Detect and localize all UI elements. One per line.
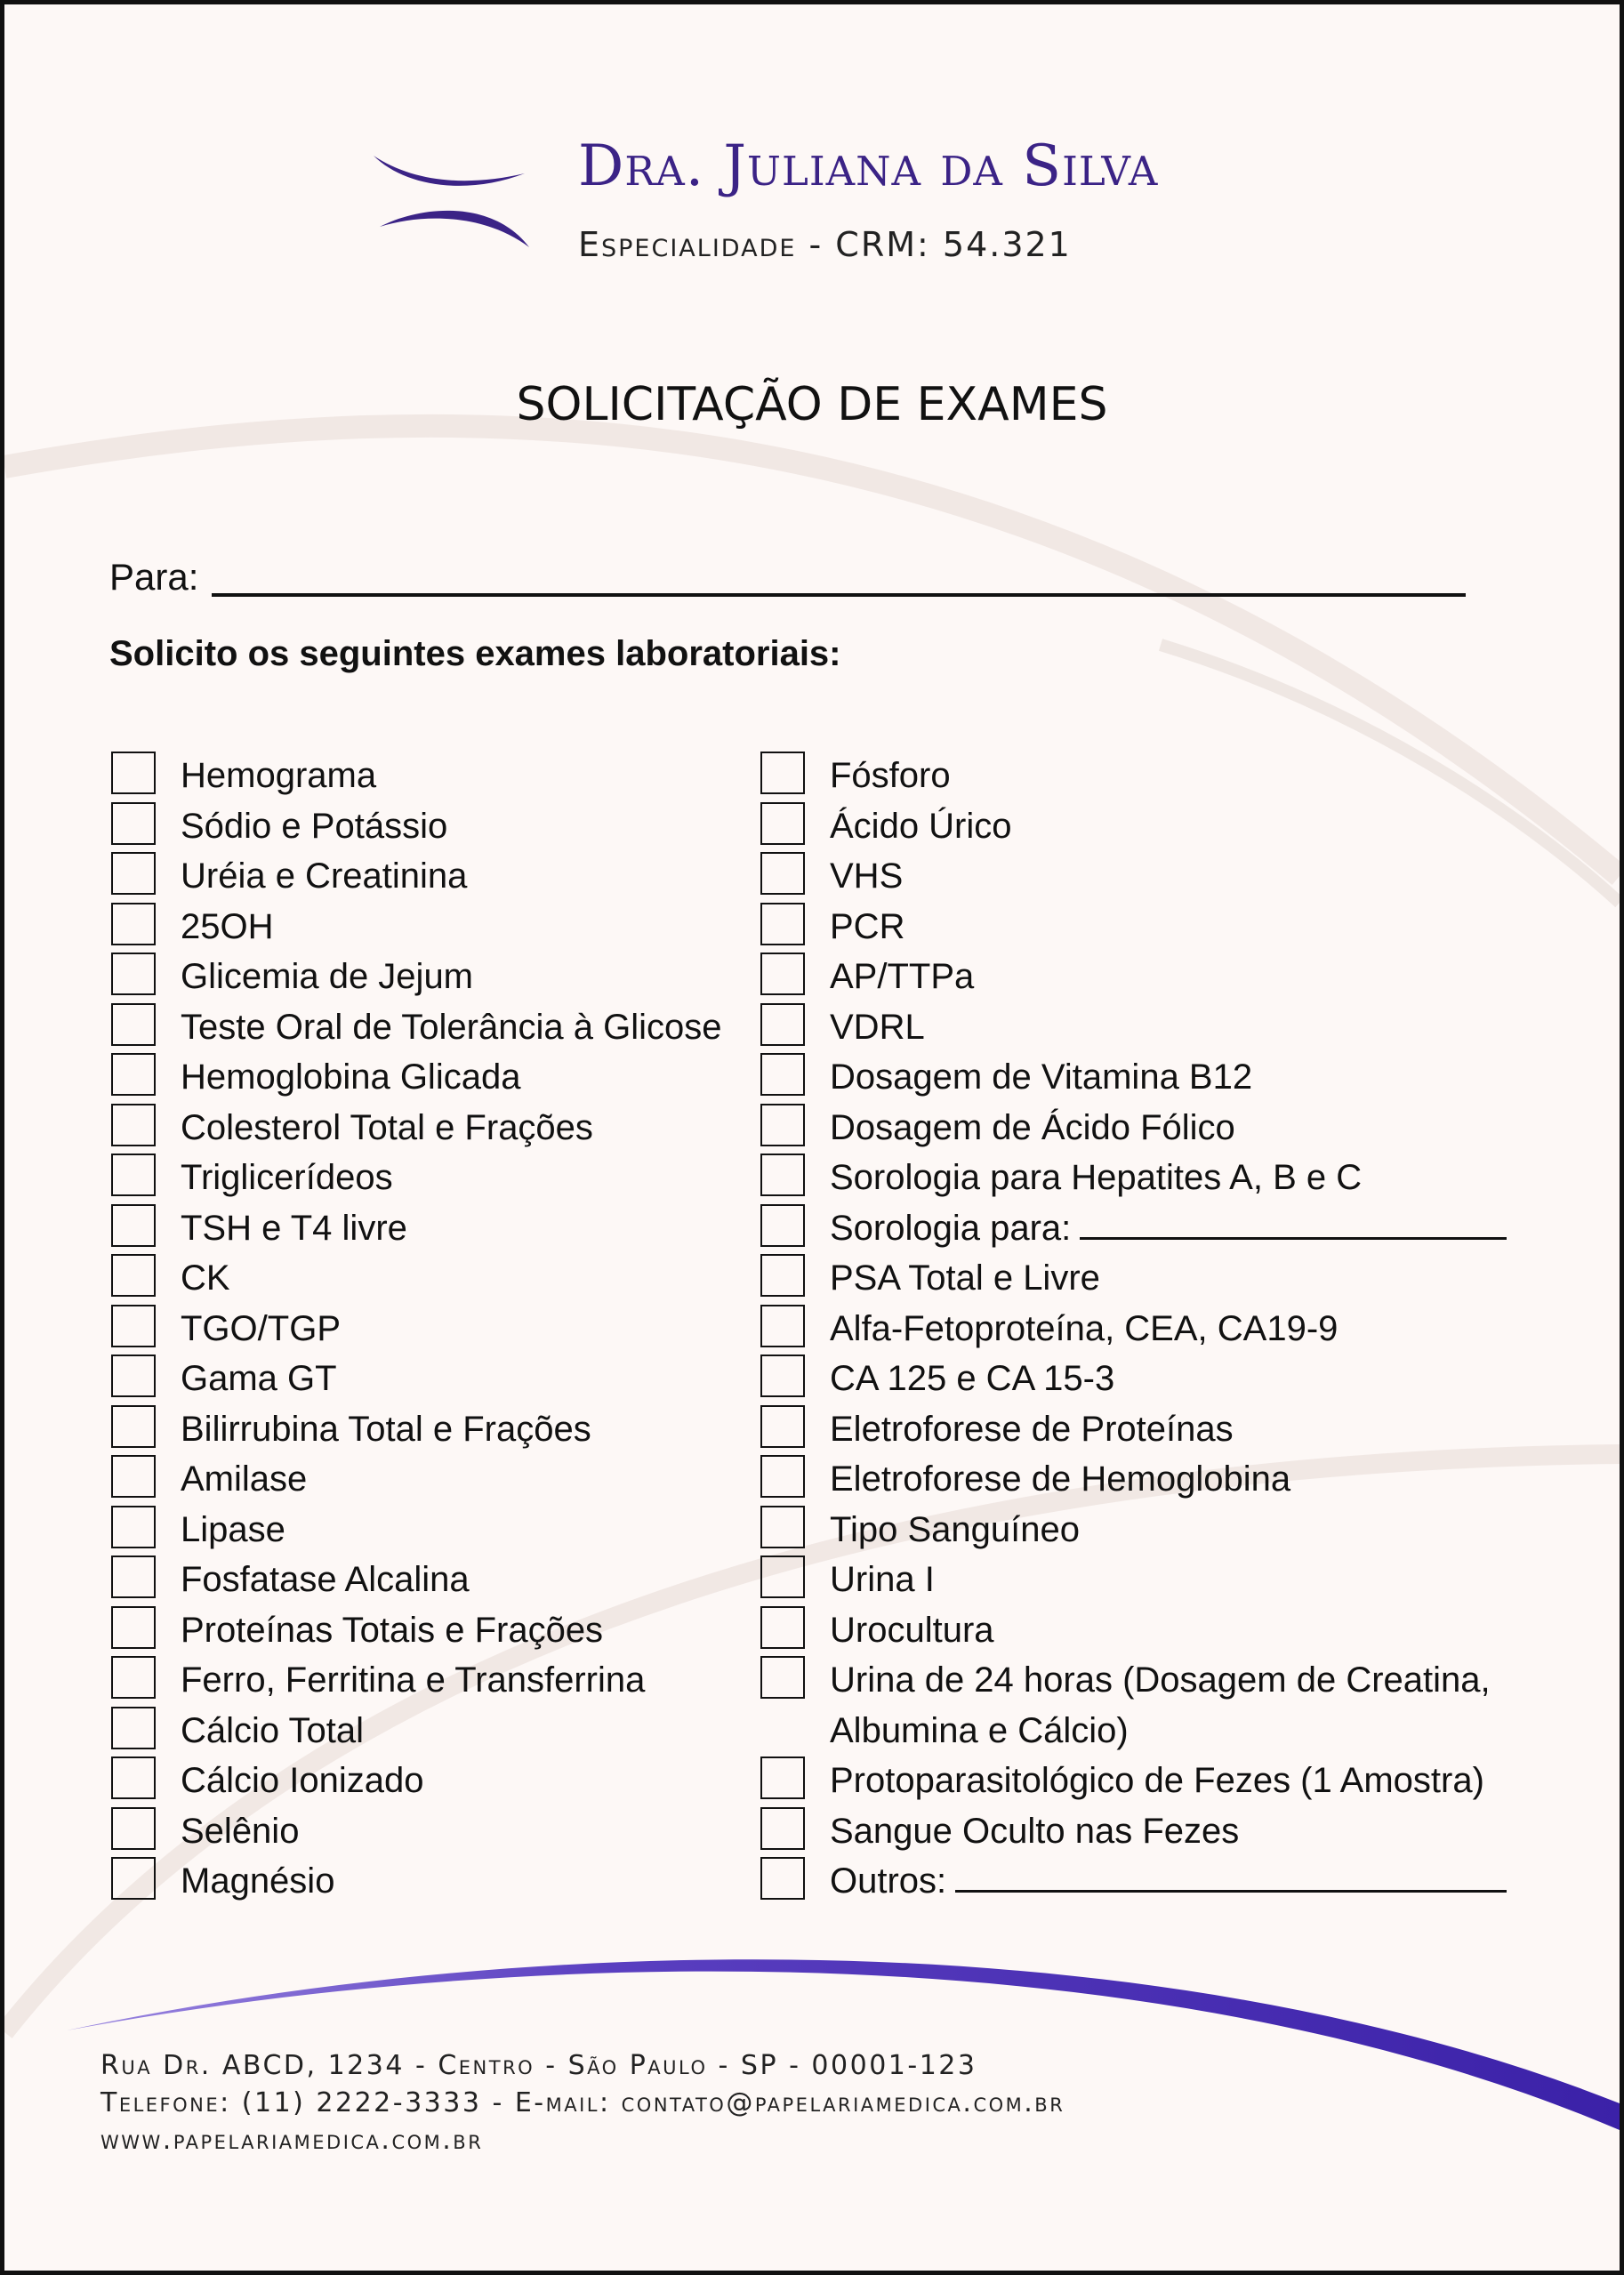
exam-item	[760, 1756, 1525, 1806]
exam-label: Ácido Úrico	[830, 806, 1012, 846]
exam-item	[760, 1002, 1525, 1053]
exam-label: AP/TTPa	[830, 957, 975, 996]
exam-checkbox[interactable]	[760, 903, 805, 945]
exam-checkbox[interactable]	[760, 1455, 805, 1498]
exam-label: Glicemia de Jejum	[181, 957, 474, 996]
recipient-blank-line[interactable]	[212, 593, 1466, 597]
exam-label: Colesterol Total e Frações	[181, 1107, 593, 1147]
exam-checkbox[interactable]	[760, 1857, 805, 1900]
exam-label: Amilase	[181, 1459, 308, 1499]
exam-checkbox[interactable]	[111, 953, 156, 995]
exam-checkbox[interactable]	[111, 1606, 156, 1649]
exam-label: 25OH	[181, 906, 274, 946]
exam-label: Bilirrubina Total e Frações	[181, 1409, 591, 1449]
exam-checkbox[interactable]	[111, 1003, 156, 1046]
exam-label: Protoparasitológico de Fezes (1 Amostra)	[830, 1761, 1484, 1800]
exam-checkbox[interactable]	[760, 1807, 805, 1850]
footer-website: www.papelariamedica.com.br	[100, 2125, 484, 2156]
exam-item-continuation	[760, 1706, 1525, 1756]
exam-item	[760, 1555, 1525, 1605]
exam-checkbox[interactable]	[111, 1756, 156, 1799]
document-title: SOLICITAÇÃO DE EXAMES	[516, 378, 1108, 431]
recipient-label: Para:	[109, 556, 199, 598]
exam-checkbox[interactable]	[760, 1756, 805, 1799]
exam-checkbox[interactable]	[111, 1355, 156, 1397]
exam-item	[760, 1655, 1525, 1706]
exam-label: Sorologia para Hepatites A, B e C	[830, 1158, 1363, 1197]
exam-label: Albumina e Cálcio)	[830, 1710, 1129, 1750]
exam-checkbox[interactable]	[111, 1104, 156, 1146]
exam-checkbox[interactable]	[760, 1104, 805, 1146]
exam-checkbox[interactable]	[111, 802, 156, 845]
footer-phone-email: Telefone: (11) 2222-3333 - E-mail: contato@papelariamedica.com.br	[100, 2087, 1065, 2118]
request-intro-text: Solicito os seguintes exames laboratoriais:	[109, 634, 841, 673]
exam-label: Urocultura	[830, 1610, 994, 1650]
exam-checkbox[interactable]	[760, 1305, 805, 1347]
exam-label: Proteínas Totais e Frações	[181, 1610, 604, 1650]
exam-checkbox[interactable]	[111, 1506, 156, 1548]
exam-checkbox[interactable]	[111, 1857, 156, 1900]
exam-label: Hemograma	[181, 756, 377, 795]
exam-item	[760, 1806, 1525, 1857]
exam-label: Teste Oral de Tolerância à Glicose	[181, 1007, 722, 1047]
exam-checkbox[interactable]	[111, 1204, 156, 1247]
exam-label: CA 125 e CA 15-3	[830, 1359, 1115, 1398]
exam-label: Lipase	[181, 1509, 285, 1549]
exam-checkbox[interactable]	[111, 1707, 156, 1749]
exam-label: Ferro, Ferritina e Transferrina	[181, 1660, 646, 1700]
exam-checkbox[interactable]	[111, 1405, 156, 1448]
exam-item	[760, 1454, 1525, 1505]
exam-checkbox[interactable]	[111, 1053, 156, 1096]
exam-label: Sódio e Potássio	[181, 806, 448, 846]
exam-item	[760, 751, 1525, 801]
sorologia-blank-line[interactable]	[1080, 1203, 1507, 1240]
exam-checkbox[interactable]	[760, 852, 805, 895]
recipient-field	[109, 556, 1470, 602]
footer-address: Rua Dr. ABCD, 1234 - Centro - São Paulo - SP - 00001-123	[100, 2050, 977, 2081]
exam-label: Dosagem de Ácido Fólico	[830, 1107, 1235, 1147]
exam-checkbox[interactable]	[111, 1807, 156, 1850]
exam-label: Selênio	[181, 1811, 300, 1851]
doctor-specialty-crm: Especialidade - CRM: 54.321	[578, 225, 1072, 264]
exam-label: Tipo Sanguíneo	[830, 1509, 1080, 1549]
exam-label: Uréia e Creatinina	[181, 856, 468, 896]
exam-item	[760, 1354, 1525, 1404]
exam-label: Triglicerídeos	[181, 1158, 393, 1197]
exam-checkbox[interactable]	[111, 852, 156, 895]
exam-label: VDRL	[830, 1007, 925, 1047]
exam-label: Alfa-Fetoproteína, CEA, CA19-9	[830, 1308, 1339, 1348]
exam-checkbox[interactable]	[760, 1154, 805, 1196]
exam-checkbox[interactable]	[111, 1154, 156, 1196]
exam-label: Gama GT	[181, 1359, 337, 1398]
exam-checkbox[interactable]	[760, 1606, 805, 1649]
exam-label: Eletroforese de Proteínas	[830, 1409, 1234, 1449]
exam-label: PSA Total e Livre	[830, 1258, 1100, 1298]
outros-blank-line[interactable]	[955, 1856, 1507, 1893]
exam-checkbox[interactable]	[111, 1556, 156, 1598]
exam-label: TGO/TGP	[181, 1308, 341, 1348]
exam-item	[760, 1505, 1525, 1556]
exam-item	[760, 902, 1525, 953]
exam-label: PCR	[830, 906, 905, 946]
exam-label: CK	[181, 1258, 230, 1298]
exam-item	[760, 952, 1525, 1002]
exam-list-right	[760, 751, 1525, 1907]
exam-checkbox[interactable]	[760, 1405, 805, 1448]
exam-item	[760, 1203, 1525, 1254]
exam-checkbox[interactable]	[111, 1455, 156, 1498]
exam-checkbox[interactable]	[760, 802, 805, 845]
exam-checkbox[interactable]	[111, 1656, 156, 1699]
exam-checkbox[interactable]	[760, 1204, 805, 1247]
exam-checkbox[interactable]	[760, 1355, 805, 1397]
exam-item	[760, 1052, 1525, 1103]
exam-item	[760, 1304, 1525, 1355]
exam-label: Urina I	[830, 1560, 935, 1599]
exam-label: Sangue Oculto nas Fezes	[830, 1811, 1240, 1851]
exam-label: Fósforo	[830, 756, 951, 795]
exam-checkbox[interactable]	[760, 1003, 805, 1046]
exam-item	[760, 801, 1525, 852]
exam-item	[760, 1103, 1525, 1154]
exam-label: Eletroforese de Hemoglobina	[830, 1459, 1291, 1499]
exam-checkbox[interactable]	[111, 903, 156, 945]
exam-checkbox[interactable]	[760, 1254, 805, 1297]
exam-checkbox[interactable]	[111, 1254, 156, 1297]
exam-item	[760, 851, 1525, 902]
exam-checkbox[interactable]	[111, 1305, 156, 1347]
exam-checkbox[interactable]	[760, 1656, 805, 1699]
exam-checkbox[interactable]	[760, 1506, 805, 1548]
exam-label: Cálcio Ionizado	[181, 1761, 424, 1800]
exam-item	[760, 1153, 1525, 1203]
exam-label: Sorologia para:	[830, 1208, 1072, 1248]
exam-label: Cálcio Total	[181, 1710, 365, 1750]
exam-label: Hemoglobina Glicada	[181, 1057, 521, 1097]
doctor-name: Dra. Juliana da Silva	[578, 133, 1159, 199]
exam-label: Magnésio	[181, 1861, 335, 1901]
exam-label: Outros:	[830, 1861, 947, 1901]
exam-checkbox[interactable]	[760, 1053, 805, 1096]
footer-contact	[100, 2047, 1065, 2159]
exam-label: Dosagem de Vitamina B12	[830, 1057, 1253, 1097]
exam-item	[760, 1404, 1525, 1455]
exam-label: Urina de 24 horas (Dosagem de Creatina,	[830, 1660, 1491, 1700]
exam-label: VHS	[830, 856, 904, 896]
exam-item	[760, 1253, 1525, 1304]
logo-arcs-icon	[369, 142, 538, 258]
exam-checkbox[interactable]	[760, 752, 805, 794]
exam-item	[760, 1856, 1525, 1907]
exam-item	[760, 1605, 1525, 1656]
exam-label: TSH e T4 livre	[181, 1208, 407, 1248]
exam-checkbox[interactable]	[760, 1556, 805, 1598]
exam-checkbox[interactable]	[111, 752, 156, 794]
exam-label: Fosfatase Alcalina	[181, 1560, 470, 1599]
exam-checkbox[interactable]	[760, 953, 805, 995]
